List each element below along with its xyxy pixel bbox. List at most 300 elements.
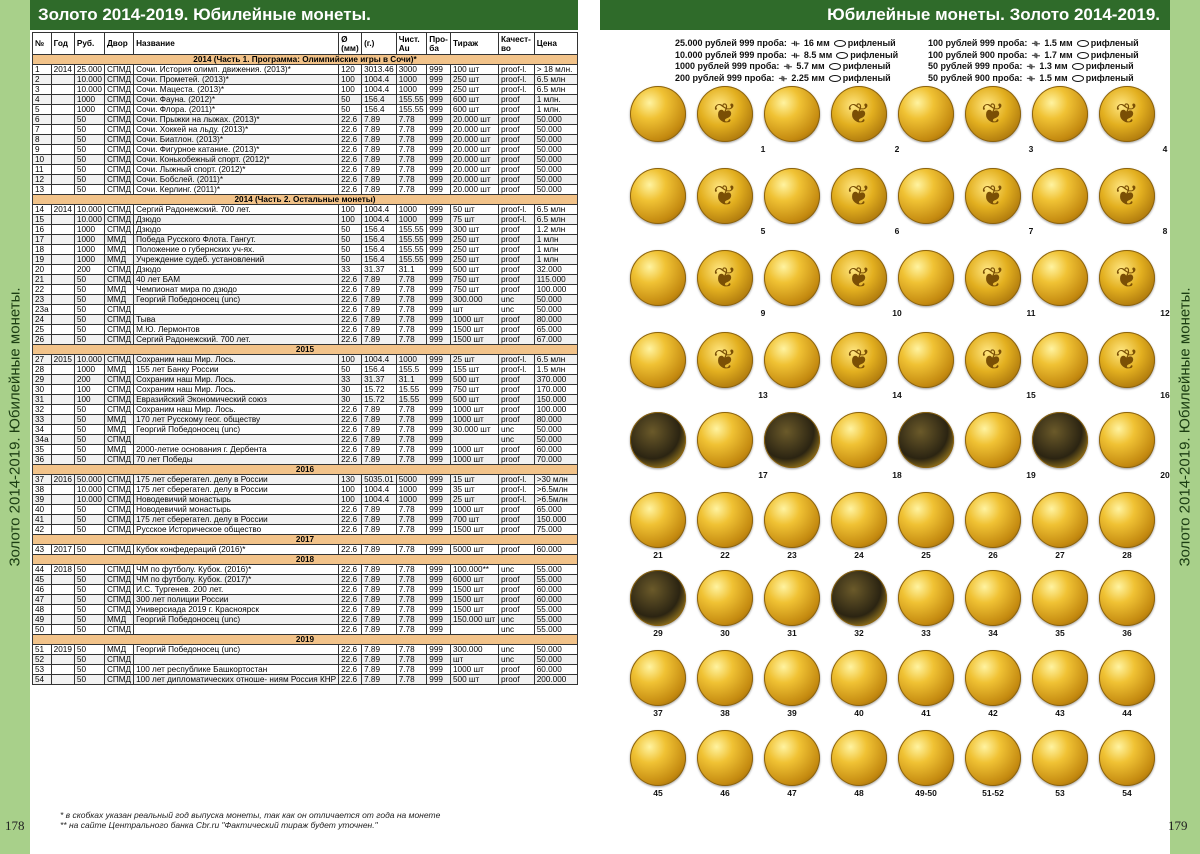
table-cell: 999 [427,315,451,325]
table-row [33,305,578,315]
coin-image [630,650,686,706]
table-row [33,135,578,145]
table-cell: 6.5 млн [534,205,577,215]
table-cell: 22.6 [339,505,362,515]
table-cell: 7.89 [362,575,397,585]
table-cell: 1004.4 [362,485,397,495]
table-cell: proof [498,515,534,525]
table-cell: 24 [33,315,52,325]
table-cell: 7.89 [362,435,397,445]
table-cell: 22.6 [339,445,362,455]
table-cell: 17 [33,235,52,245]
table-cell: 50 [74,125,104,135]
table-cell: 20.000 шт [450,135,498,145]
table-cell: СПМД [104,175,133,185]
table-cell: 7.78 [396,435,427,445]
table-cell: СПМД [104,485,133,495]
table-cell: СПМД [104,75,133,85]
diameter-icon: ⟛ [783,61,792,71]
table-cell [51,75,74,85]
section-title: 2018 [33,555,578,565]
coin-label: 15 [1026,390,1036,400]
table-cell: 750 шт [450,275,498,285]
table-cell: 1004.4 [362,75,397,85]
table-cell: 7.78 [396,665,427,675]
table-cell: 3013.46 [362,65,397,75]
table-cell: 50 [74,515,104,525]
table-cell: proof [498,445,534,455]
coin-label: 11 [1026,308,1036,318]
table-cell: 100 лет дипломатических отноше- ниям Россия КНР [134,675,339,685]
coin-label: 40 [854,708,864,718]
table-cell: 20.000 шт [450,155,498,165]
table-cell: 170.000 [534,385,577,395]
table-cell: 30 [339,395,362,405]
table-cell: СПМД [104,315,133,325]
table-cell: И.С. Тургенев. 200 лет. [134,585,339,595]
edge-icon [829,63,841,70]
table-cell: 22.6 [339,175,362,185]
table-cell: proof [498,455,534,465]
table-cell: 170 лет Русскому геог. обществу [134,415,339,425]
table-cell: proof [498,105,534,115]
table-cell: 15 [33,215,52,225]
table-cell: 999 [427,225,451,235]
table-cell [51,175,74,185]
table-cell: 999 [427,675,451,685]
table-cell: 50 [339,245,362,255]
table-cell: 60.000 [534,585,577,595]
table-cell: 45 [33,575,52,585]
coin-image [697,86,753,142]
table-cell: шт [450,655,498,665]
table-cell: 32.000 [534,265,577,275]
table-cell: 7.89 [362,275,397,285]
table-cell: 1.5 млн [534,365,577,375]
column-header: Двор [104,33,133,55]
table-cell: Сохраним наш Мир. Лось. [134,375,339,385]
legend-edge: рифленый [1085,61,1134,71]
coin-image [831,168,887,224]
table-cell: 1000 [396,355,427,365]
table-cell: 7.78 [396,405,427,415]
table-cell: 999 [427,475,451,485]
table-cell: М.Ю. Лермонтов [134,325,339,335]
coin-image [1032,250,1088,306]
coin-label: 44 [1122,708,1132,718]
table-cell [51,335,74,345]
coin-image [1099,570,1155,626]
table-cell: 7.78 [396,675,427,685]
table-cell: 50 [74,135,104,145]
table-cell: 999 [427,325,451,335]
table-cell: 999 [427,375,451,385]
table-cell: proof [498,125,534,135]
table-cell [51,255,74,265]
table-cell [51,605,74,615]
table-cell: 1004.4 [362,205,397,215]
table-cell [51,435,74,445]
table-cell: 999 [427,175,451,185]
table-cell: 999 [427,75,451,85]
table-cell: 50 [74,625,104,635]
table-cell: 50 [74,665,104,675]
table-cell: proof [498,115,534,125]
table-cell: 999 [427,95,451,105]
coin-image [1032,492,1088,548]
table-cell: 999 [427,385,451,395]
table-cell: 250 шт [450,235,498,245]
table-cell: 1000 шт [450,665,498,675]
table-cell: 22.6 [339,615,362,625]
legend-row [928,38,1139,50]
table-cell: 2014 [51,205,74,215]
table-cell: 6 [33,115,52,125]
table-cell: 31.37 [362,265,397,275]
coin-label: 21 [653,550,663,560]
table-cell: 100 [339,215,362,225]
table-cell: 50.000 [534,425,577,435]
table-cell: 41 [33,515,52,525]
table-cell: 22.6 [339,275,362,285]
coin-image [764,86,820,142]
table-cell: 7.89 [362,135,397,145]
table-cell: proof [498,375,534,385]
table-cell: 2015 [51,355,74,365]
table-cell: 999 [427,145,451,155]
table-cell: 12 [33,175,52,185]
table-cell: 250 шт [450,75,498,85]
coin-image [831,730,887,786]
table-cell: Кубок конфедераций (2016)* [134,545,339,555]
coin-image [697,332,753,388]
table-cell: 1 млн [534,245,577,255]
coin-image [965,650,1021,706]
table-row [33,585,578,595]
table-cell: 7.78 [396,415,427,425]
table-cell: 999 [427,275,451,285]
table-cell: 999 [427,215,451,225]
table-cell: 15.72 [362,385,397,395]
table-cell: 50 [74,305,104,315]
table-cell: 300 шт [450,225,498,235]
table-cell [51,165,74,175]
coin-image [630,250,686,306]
table-cell: 7.89 [362,285,397,295]
table-row [33,205,578,215]
legend-diameter: 16 мм [801,38,830,48]
table-cell: 250 шт [450,255,498,265]
diameter-icon: ⟛ [791,49,800,60]
table-cell: 51 [33,645,52,655]
table-cell: proof [498,585,534,595]
table-cell: СПМД [104,565,133,575]
coin-label: 7 [1028,226,1034,236]
table-cell [51,585,74,595]
table-cell: 50 [74,595,104,605]
table-row [33,225,578,235]
table-cell: 10.000 [74,495,104,505]
coin-label: 32 [854,628,864,638]
coin-label: 38 [720,708,730,718]
table-cell: 50 [74,335,104,345]
legend-diameter: 1.5 мм [1041,38,1073,48]
table-cell: 2018 [51,565,74,575]
table-cell: 22.6 [339,335,362,345]
table-cell: proof [498,595,534,605]
section-row [33,535,578,545]
table-cell: СПМД [104,495,133,505]
table-cell: 7.89 [362,315,397,325]
table-cell: 50 [74,645,104,655]
table-cell: 700 шт [450,515,498,525]
table-cell: 7.89 [362,675,397,685]
table-cell: 6.5 млн [534,75,577,85]
table-cell: СПМД [104,655,133,665]
table-cell: proof [498,605,534,615]
table-cell: СПМД [104,575,133,585]
coin-image [831,650,887,706]
table-row [33,125,578,135]
table-cell: 22.6 [339,155,362,165]
coin-label: 26 [988,550,998,560]
coin-image [630,86,686,142]
table-cell: 50 [33,625,52,635]
table-cell: 30 [33,385,52,395]
coin-label: 22 [720,550,730,560]
table-cell: СПМД [104,105,133,115]
table-cell [51,515,74,525]
table-cell: 500 шт [450,675,498,685]
table-cell: 1000 [74,235,104,245]
coin-image [898,250,954,306]
table-cell: 22.6 [339,305,362,315]
table-cell: Новодевичий монастырь [134,495,339,505]
coin-image [831,570,887,626]
table-cell [134,435,339,445]
table-cell: 7.78 [396,585,427,595]
section-row [33,55,578,65]
table-cell: 100 шт [450,65,498,75]
spine-left [0,0,30,854]
table-cell: 7.78 [396,145,427,155]
table-cell: 1000 [74,245,104,255]
table-cell: Универсиада 2019 г. Красноярск [134,605,339,615]
table-cell: 22.6 [339,415,362,425]
table-cell: 50 [74,585,104,595]
table-cell: СПМД [104,115,133,125]
table-cell: proof [498,165,534,175]
table-cell: 60.000 [534,445,577,455]
table-cell: 50 [74,115,104,125]
table-cell: СПМД [104,225,133,235]
table-cell: СПМД [104,625,133,635]
table-cell: Сочи. Конькобежный спорт. (2012)* [134,155,339,165]
diameter-icon: ⟛ [1026,72,1035,83]
edge-icon [834,40,846,47]
table-cell: 50 [74,165,104,175]
table-cell: 999 [427,155,451,165]
table-cell [51,155,74,165]
table-cell: 19 [33,255,52,265]
table-cell: 200 [74,375,104,385]
table-cell: 7.89 [362,405,397,415]
legend-row [928,61,1139,73]
table-cell: 6.5 млн [534,85,577,95]
table-cell: 7.78 [396,165,427,175]
table-cell: 100 [339,205,362,215]
table-cell: proof [498,405,534,415]
table-cell: 2016 [51,475,74,485]
table-cell [51,225,74,235]
table-cell: Георгий Победоносец (unc) [134,295,339,305]
table-cell: 155.5 [396,365,427,375]
table-cell: 70.000 [534,455,577,465]
legend-edge: рифленый [850,49,899,60]
table-cell: 7.89 [362,515,397,525]
table-cell [51,365,74,375]
coin-image [898,412,954,468]
table-cell: 1000 [74,105,104,115]
coin-image [965,412,1021,468]
coin-image [1032,332,1088,388]
table-cell: 15 шт [450,475,498,485]
table-cell: 50.000 [534,435,577,445]
table-cell: 50.000 [534,165,577,175]
table-cell: 50 [74,615,104,625]
table-cell: 999 [427,365,451,375]
table-cell: СПМД [104,675,133,685]
table-cell: 100 [339,85,362,95]
table-cell: 999 [427,575,451,585]
table-cell: 100 [339,355,362,365]
table-cell: 7.78 [396,655,427,665]
table-cell: СПМД [104,595,133,605]
coin-image [1099,492,1155,548]
section-row [33,345,578,355]
table-cell: 6.5 млн [534,355,577,365]
table-cell: ММД [104,255,133,265]
table-cell: 7.78 [396,425,427,435]
table-cell [51,455,74,465]
table-row [33,285,578,295]
section-row [33,195,578,205]
table-cell: Дзюдо [134,225,339,235]
table-cell: 50 [74,675,104,685]
table-cell: 50 [74,405,104,415]
table-cell [51,445,74,455]
table-cell: 50 [339,225,362,235]
table-cell: Сергий Радонежский. 700 лет. [134,335,339,345]
table-cell: 50 [74,525,104,535]
table-cell: 7.78 [396,305,427,315]
coin-label: 8 [1162,226,1168,236]
table-cell: 600 шт [450,105,498,115]
table-cell: 156.4 [362,95,397,105]
coin-label: 9 [760,308,766,318]
table-cell: 999 [427,495,451,505]
table-cell: 10.000 [74,355,104,365]
table-cell: Победа Русского Флота. Гангут. [134,235,339,245]
table-cell: 7.89 [362,415,397,425]
table-cell: 22.6 [339,295,362,305]
table-cell: 7.89 [362,545,397,555]
table-cell: 1 [33,65,52,75]
table-cell: ММД [104,295,133,305]
table-cell: 999 [427,665,451,675]
legend-right [928,38,1139,84]
table-cell: 22.6 [339,595,362,605]
legend-diameter: 5.7 мм [793,61,825,71]
edge-icon [829,75,841,82]
table-cell: 31 [33,395,52,405]
table-cell: 50.000 [74,475,104,485]
table-cell: proof [498,275,534,285]
table-cell: 1000 [396,75,427,85]
header-right: Юбилейные монеты. Золото 2014-2019. [600,0,1170,30]
table-cell: 22.6 [339,645,362,655]
table-cell: 156.4 [362,105,397,115]
table-cell: 999 [427,265,451,275]
table-cell: 10.000 [74,485,104,495]
table-cell: Положение о губернских уч-ях. [134,245,339,255]
table-row [33,175,578,185]
table-cell: 39 [33,495,52,505]
coin-image [898,570,954,626]
coin-label: 45 [653,788,663,798]
table-cell: 999 [427,545,451,555]
table-cell: 35 [33,445,52,455]
table-cell [450,435,498,445]
legend-label: 10.000 рублей 999 проба: [675,49,790,60]
table-cell: 750 шт [450,285,498,295]
table-row [33,75,578,85]
table-cell [51,405,74,415]
table-cell: СПМД [104,375,133,385]
table-cell: Сочи. Флора. (2011)* [134,105,339,115]
table-cell: 7.89 [362,145,397,155]
table-cell: 155.55 [396,105,427,115]
table-cell: unc [498,565,534,575]
legend-label: 50 рублей 900 проба: [928,72,1025,83]
table-cell [134,655,339,665]
table-cell: ММД [104,615,133,625]
table-cell: 50.000 [534,115,577,125]
coin-image [630,412,686,468]
table-cell: 34a [33,435,52,445]
table-cell: 6.5 млн [534,215,577,225]
table-cell: 33 [339,265,362,275]
table-cell: СПМД [104,335,133,345]
legend-label: 50 рублей 999 проба: [928,61,1025,71]
table-cell: 7.78 [396,595,427,605]
table-cell: 22.6 [339,125,362,135]
table-row [33,445,578,455]
page-number-right: 179 [1168,818,1188,833]
table-cell [51,495,74,505]
table-cell: 999 [427,335,451,345]
table-cell: СПМД [104,135,133,145]
table-cell: 370.000 [534,375,577,385]
table-cell: Русское Историческое общество [134,525,339,535]
table-cell [51,115,74,125]
table-cell: 999 [427,515,451,525]
table-cell: 50 [74,425,104,435]
table-cell: proof-l. [498,75,534,85]
table-cell: 999 [427,425,451,435]
table-cell: 5000 шт [450,545,498,555]
table-cell: Сохраним наш Мир. Лось. [134,405,339,415]
